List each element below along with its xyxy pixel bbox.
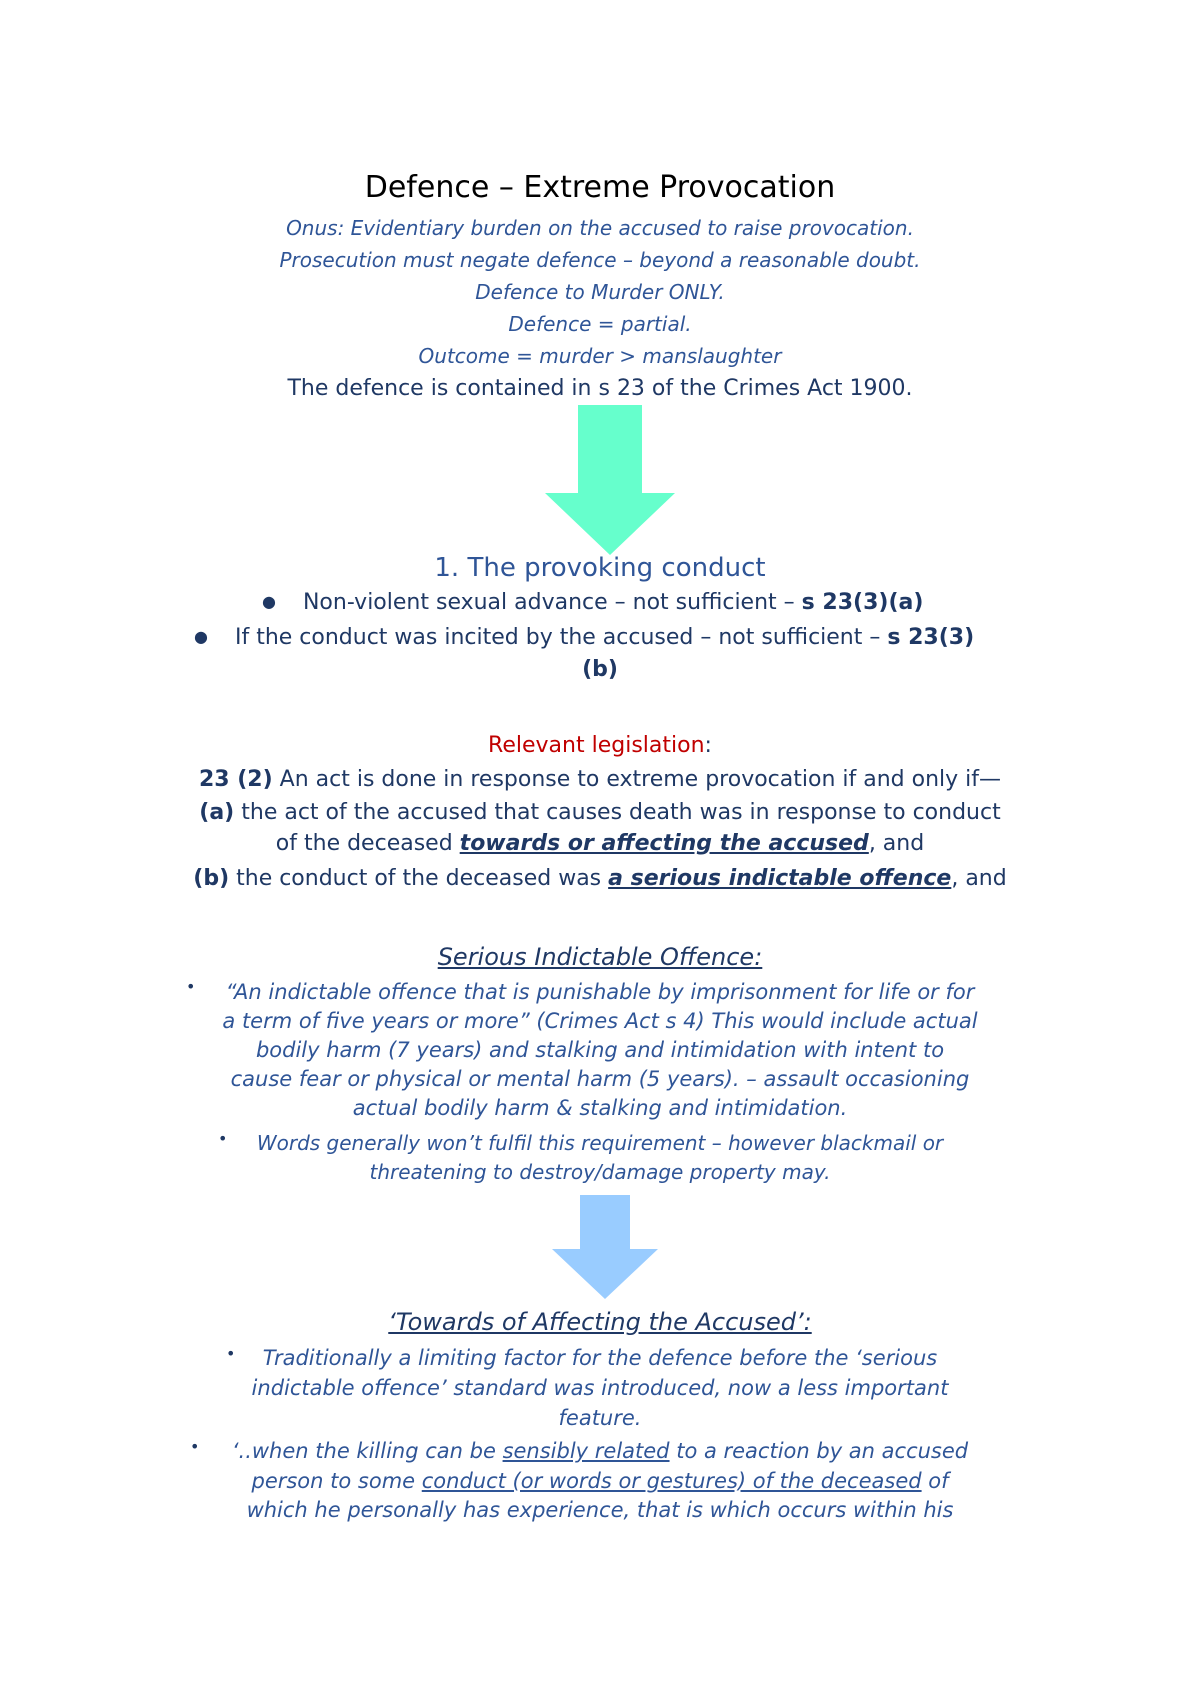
statute-reference-continued: (b) xyxy=(582,657,618,682)
note-partial: Defence = partial. xyxy=(508,312,692,336)
section-heading-provoking-conduct: 1. The provoking conduct xyxy=(434,553,766,583)
sio-bullet1-line5: actual bodily harm & stalking and intimidation. xyxy=(352,1096,848,1120)
subsection-label: (b) xyxy=(193,866,230,891)
towards-bullet1-line3: feature. xyxy=(558,1406,642,1430)
subsection-label: (a) xyxy=(199,800,235,825)
note-prosecution: Prosecution must negate defence – beyond a reasonable doubt. xyxy=(279,248,921,272)
heading-serious-indictable-offence: Serious Indictable Offence: xyxy=(437,943,763,971)
bullet-text: Non-violent sexual advance – not sufficient – xyxy=(302,590,802,615)
bullet-item xyxy=(262,590,923,615)
towards-bullet1-line2: indictable offence’ standard was introduced, now a less important xyxy=(251,1376,949,1400)
sio-bullet2-line1: Words generally won’t fulfil this requirement – however blackmail or xyxy=(256,1131,944,1155)
towards-quote-line1: ‘..when the killing can be sensibly related to a reaction by an accused xyxy=(231,1439,969,1463)
note-outcome: Outcome = murder > manslaughter xyxy=(418,344,782,368)
emphasis-towards-affecting: towards or affecting the accused xyxy=(459,831,869,856)
towards-quote-line2: person to some conduct (or words or gestures) of the deceased of xyxy=(251,1469,949,1493)
statute-statement: The defence is contained in s 23 of the Crimes Act 1900. xyxy=(287,376,913,401)
legislation-label: Relevant legislation: xyxy=(488,733,712,758)
subsection-a-continued: of the deceased towards or affecting the accused, and xyxy=(275,831,925,856)
emphasis-serious-offence: a serious indictable offence xyxy=(608,866,952,891)
sio-bullet1-line4: cause fear or physical or mental harm (5 years). – assault occasioning xyxy=(230,1067,970,1091)
page-title: Defence – Extreme Provocation xyxy=(364,170,836,205)
bullet-item xyxy=(194,625,974,650)
sio-bullet2-line2: threatening to destroy/damage property may. xyxy=(369,1160,831,1184)
note-murder-only: Defence to Murder ONLY. xyxy=(475,280,725,304)
towards-bullet1-line1: Traditionally a limiting factor for the defence before the ‘serious xyxy=(262,1346,938,1370)
bullet-text: If the conduct was incited by the accused – not sufficient – xyxy=(234,625,888,650)
bullet-icon: • xyxy=(186,977,196,996)
bullet-icon: • xyxy=(190,1437,200,1456)
down-arrow-shape xyxy=(545,405,675,555)
sio-bullet1-line1: “An indictable offence that is punishable by imprisonment for life or for xyxy=(225,980,975,1004)
down-arrow-icon xyxy=(545,405,675,555)
down-arrow-icon xyxy=(552,1195,658,1299)
down-arrow-shape xyxy=(552,1195,658,1299)
statute-reference: s 23(3) xyxy=(887,625,975,650)
note-onus: Onus: Evidentiary burden on the accused to raise provocation. xyxy=(286,216,914,240)
heading-towards-affecting-accused: ‘Towards of Affecting the Accused’: xyxy=(388,1308,812,1336)
bullet-icon: ● xyxy=(262,592,276,611)
section-number: 23 (2) xyxy=(198,767,273,792)
statute-reference: s 23(3)(a) xyxy=(801,590,924,615)
sio-bullet1-line3: bodily harm (7 years) and stalking and intimidation with intent to xyxy=(255,1038,945,1062)
sio-bullet1-line2: a term of five years or more” (Crimes Act s 4) This would include actual xyxy=(222,1009,978,1033)
bullet-icon: • xyxy=(218,1129,228,1148)
subsection-b: (b) the conduct of the deceased was a serious indictable offence, and xyxy=(193,866,1007,891)
subsection-a: (a) the act of the accused that causes death was in response to conduct xyxy=(199,800,1001,825)
section-23-2: 23 (2) An act is done in response to extreme provocation if and only if— xyxy=(198,767,1002,792)
bullet-icon: ● xyxy=(194,627,208,646)
towards-quote-line3: which he personally has experience, that is which occurs within his xyxy=(246,1498,954,1522)
bullet-icon: • xyxy=(226,1344,236,1363)
